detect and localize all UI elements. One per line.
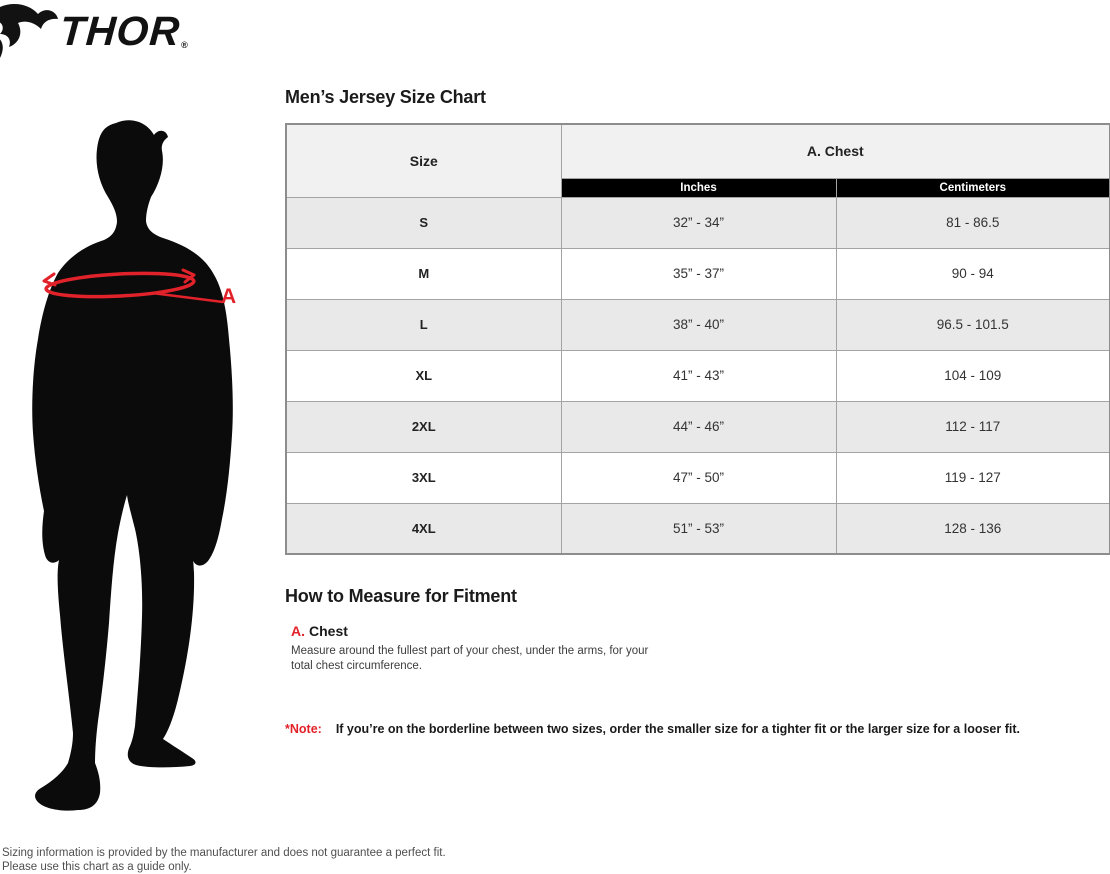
unit-header-centimeters: Centimeters bbox=[836, 178, 1110, 197]
footer-line-1: Sizing information is provided by the manufacturer and does not guarantee a perfect fit. bbox=[2, 847, 446, 859]
brand-logo bbox=[0, 2, 188, 60]
measure-item-description: Measure around the fullest part of your chest, under the arms, for your total chest circumference. bbox=[291, 645, 649, 672]
size-cell: 3XL bbox=[286, 452, 561, 503]
inches-cell: 47” - 50” bbox=[561, 452, 836, 503]
centimeters-cell: 104 - 109 bbox=[836, 350, 1110, 401]
body-silhouette bbox=[32, 120, 233, 810]
inches-cell: 41” - 43” bbox=[561, 350, 836, 401]
measure-item-head bbox=[291, 623, 663, 639]
centimeters-cell: 119 - 127 bbox=[836, 452, 1110, 503]
centimeters-cell: 90 - 94 bbox=[836, 248, 1110, 299]
note-text: If you’re on the borderline between two sizes, order the smaller size for a tighter fit or the larger size for a looser fit. bbox=[335, 722, 1020, 736]
page-title: Men’s Jersey Size Chart bbox=[285, 87, 486, 107]
inches-cell: 38” - 40” bbox=[561, 299, 836, 350]
registered-mark: ® bbox=[181, 40, 188, 50]
size-chart-table bbox=[285, 123, 1110, 555]
column-header-size: Size bbox=[286, 124, 561, 197]
footer-line-2: Please use this chart as a guide only. bbox=[2, 861, 192, 873]
centimeters-cell: 112 - 117 bbox=[836, 401, 1110, 452]
table-row bbox=[286, 248, 1110, 299]
brand-logo-text: THOR bbox=[58, 8, 182, 54]
table-row bbox=[286, 452, 1110, 503]
table-row bbox=[286, 197, 1110, 248]
table-row bbox=[286, 503, 1110, 554]
size-cell: L bbox=[286, 299, 561, 350]
male-silhouette-figure bbox=[0, 115, 280, 815]
size-cell: XL bbox=[286, 350, 561, 401]
measure-item-label: Chest bbox=[309, 623, 348, 639]
note-prefix: *Note: bbox=[285, 722, 322, 736]
measure-item-chest bbox=[291, 623, 663, 674]
note bbox=[285, 722, 1020, 736]
inches-cell: 32” - 34” bbox=[561, 197, 836, 248]
size-cell: M bbox=[286, 248, 561, 299]
size-cell: 2XL bbox=[286, 401, 561, 452]
inches-cell: 44” - 46” bbox=[561, 401, 836, 452]
table-header-row bbox=[286, 124, 1110, 178]
thor-goat-icon bbox=[0, 2, 60, 60]
column-header-chest: A. Chest bbox=[561, 124, 1110, 178]
inches-cell: 35” - 37” bbox=[561, 248, 836, 299]
centimeters-cell: 81 - 86.5 bbox=[836, 197, 1110, 248]
footer-disclaimer bbox=[2, 846, 446, 874]
size-cell: 4XL bbox=[286, 503, 561, 554]
unit-header-inches: Inches bbox=[561, 178, 836, 197]
size-cell: S bbox=[286, 197, 561, 248]
measure-arrow-left bbox=[44, 274, 55, 285]
table-row bbox=[286, 299, 1110, 350]
measure-item-key: A. bbox=[291, 623, 305, 639]
table-row bbox=[286, 401, 1110, 452]
inches-cell: 51” - 53” bbox=[561, 503, 836, 554]
measurement-label-a: A bbox=[221, 285, 237, 308]
centimeters-cell: 128 - 136 bbox=[836, 503, 1110, 554]
centimeters-cell: 96.5 - 101.5 bbox=[836, 299, 1110, 350]
measure-heading: How to Measure for Fitment bbox=[285, 586, 517, 606]
table-row bbox=[286, 350, 1110, 401]
